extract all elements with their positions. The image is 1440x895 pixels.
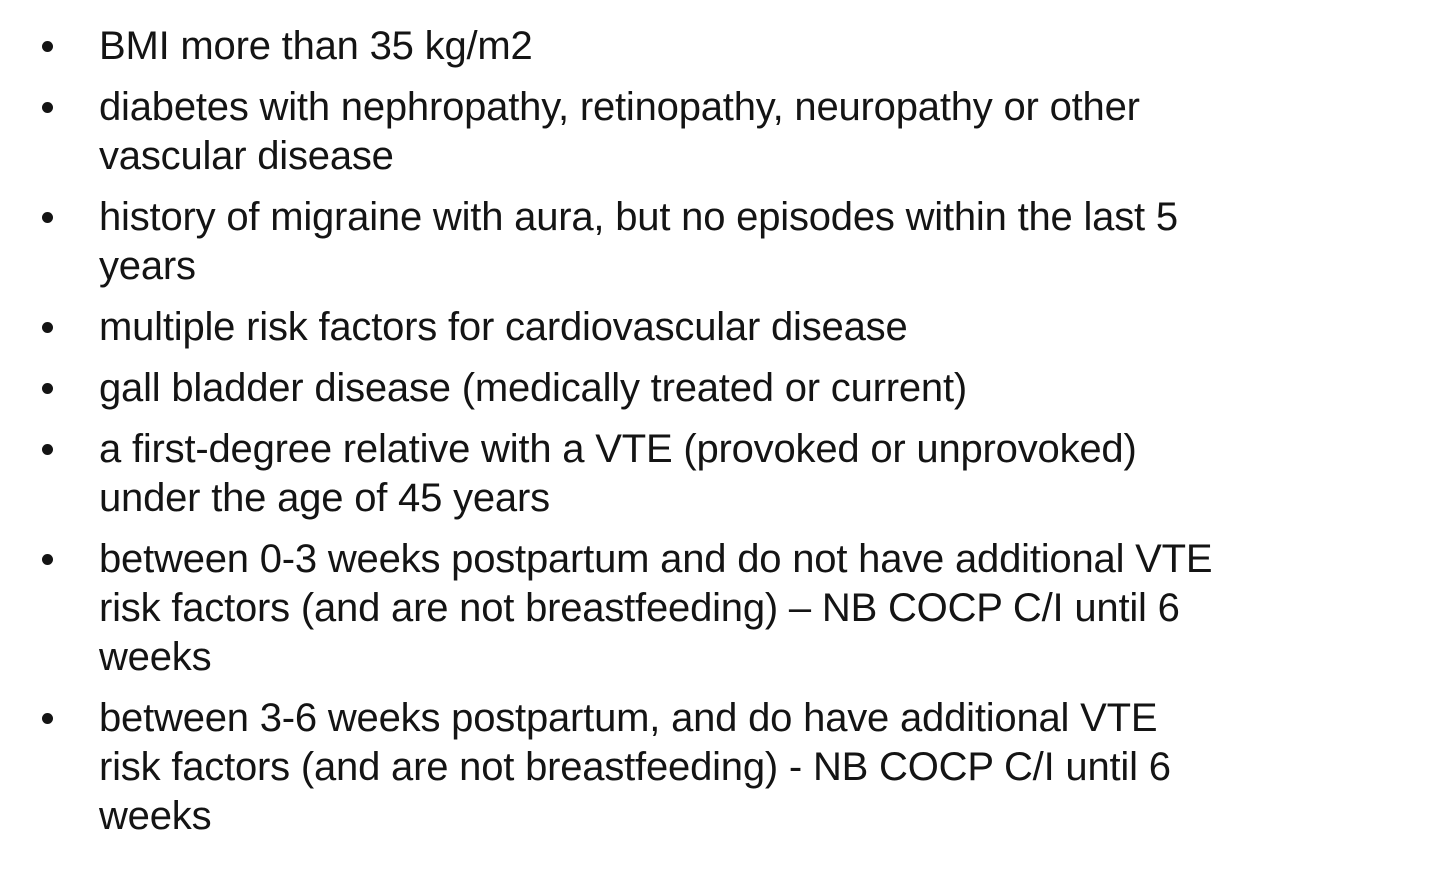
list-item-text: risk factors (and are not breastfeeding) – NB COCP C/I until 6 <box>99 586 1180 630</box>
list-item-text: risk factors (and are not breastfeeding) - NB COCP C/I until 6 <box>99 745 1171 789</box>
bullet-list <box>0 22 1440 853</box>
list-item <box>0 22 1440 71</box>
list-item-text: gall bladder disease (medically treated or current) <box>99 366 968 410</box>
bullet-icon <box>42 383 53 394</box>
list-item-text: years <box>99 244 196 288</box>
list-item <box>0 193 1440 291</box>
bullet-icon <box>42 41 53 52</box>
list-item <box>0 83 1440 181</box>
list-item-text: between 0-3 weeks postpartum and do not have additional VTE <box>99 537 1213 581</box>
list-item-text: diabetes with nephropathy, retinopathy, neuropathy or other <box>99 85 1140 129</box>
bullet-icon <box>42 444 53 455</box>
list-item-text: BMI more than 35 kg/m2 <box>99 24 533 68</box>
list-item-text: multiple risk factors for cardiovascular disease <box>99 305 908 349</box>
list-item-text: vascular disease <box>99 134 394 178</box>
list-item-text: history of migraine with aura, but no episodes within the last 5 <box>99 195 1178 239</box>
bullet-icon <box>42 102 53 113</box>
list-item <box>0 303 1440 352</box>
bullet-icon <box>42 713 53 724</box>
bullet-icon <box>42 212 53 223</box>
list-item-text: between 3-6 weeks postpartum, and do have additional VTE <box>99 696 1158 740</box>
list-item-text: a first-degree relative with a VTE (provoked or unprovoked) <box>99 427 1137 471</box>
list-item <box>0 694 1440 841</box>
list-item <box>0 425 1440 523</box>
list-item-text: weeks <box>99 794 212 838</box>
bullet-icon <box>42 554 53 565</box>
list-item <box>0 535 1440 682</box>
list-item <box>0 364 1440 413</box>
bullet-icon <box>42 322 53 333</box>
list-item-text: under the age of 45 years <box>99 476 550 520</box>
list-item-text: weeks <box>99 635 212 679</box>
